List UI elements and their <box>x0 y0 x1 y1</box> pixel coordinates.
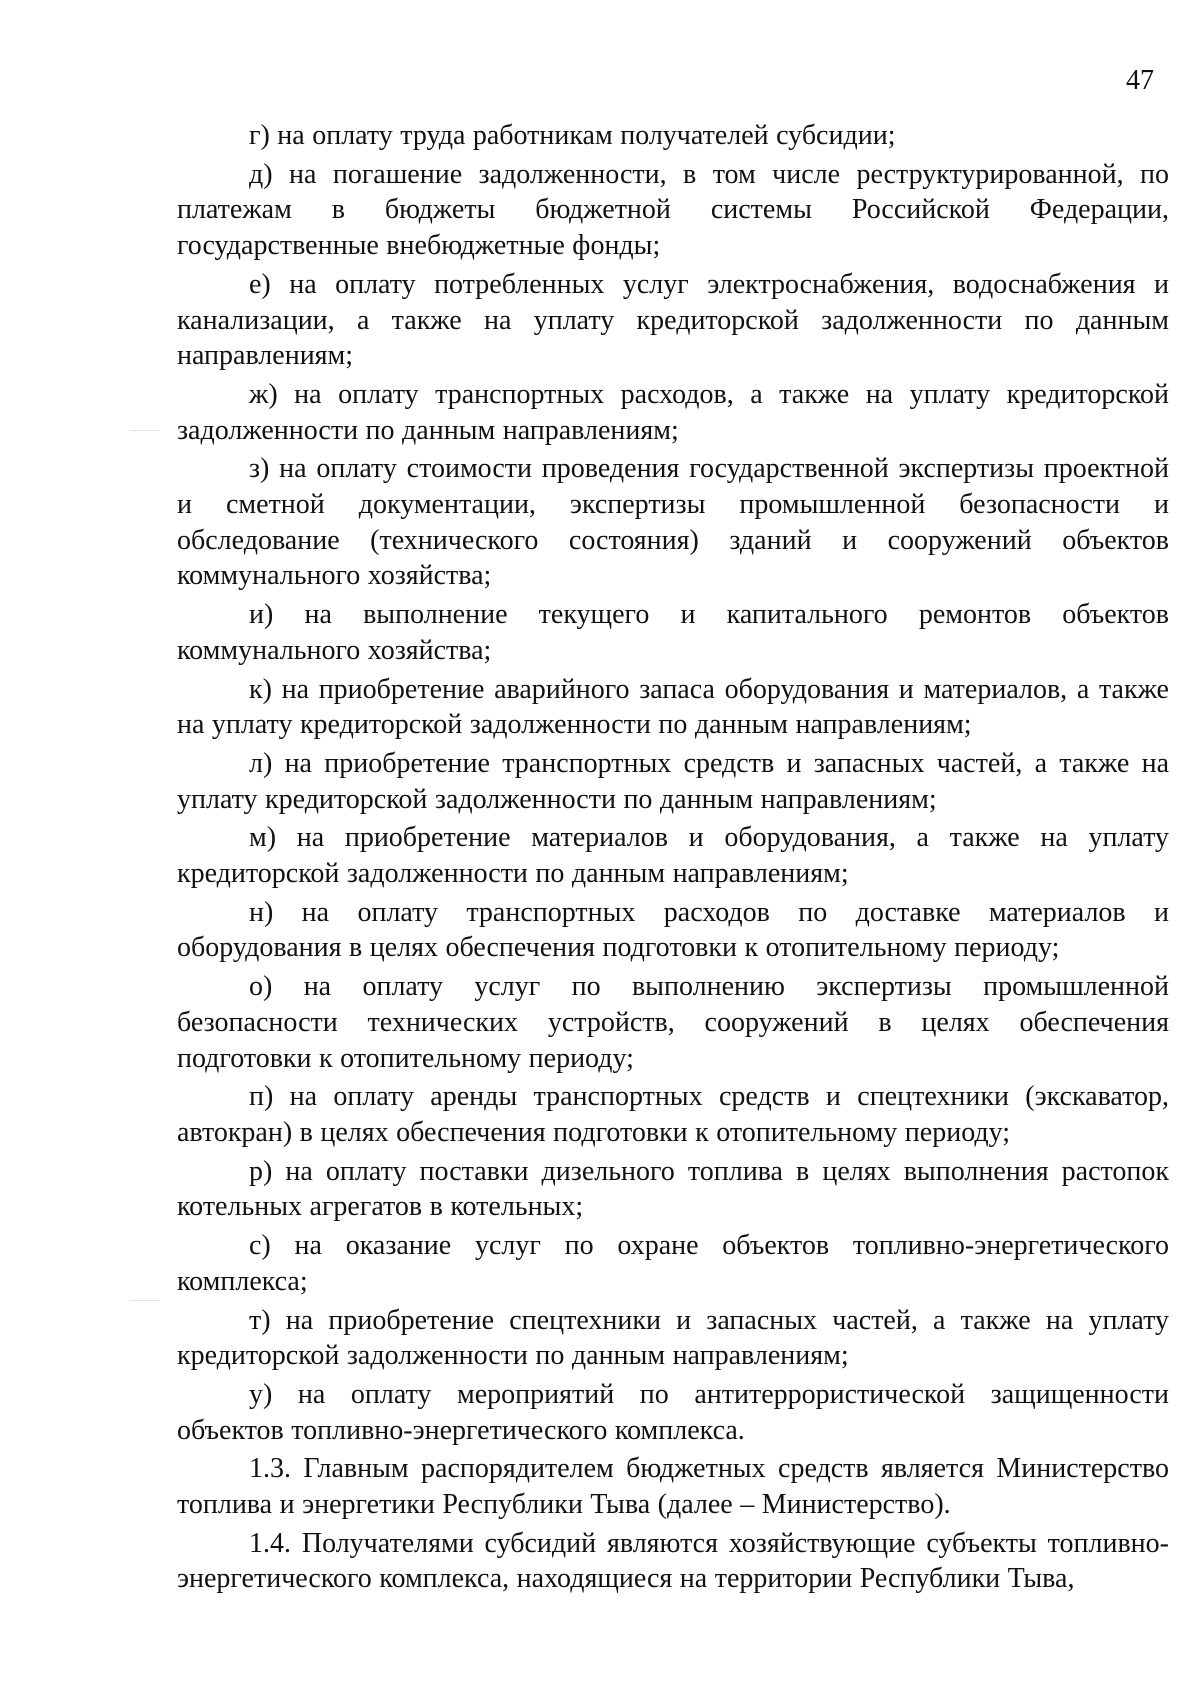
paragraph-1-3: 1.3. Главным распорядителем бюджетных средств является Министерство топлива и энергетики Республики Тыва (далее – Министерство). <box>177 1453 1169 1521</box>
paragraph-u: у) на оплату мероприятий по антитеррористической защищенности объектов топливно-энергетического комплекса. <box>177 1378 1169 1446</box>
paragraph-n: н) на оплату транспортных расходов по доставке материалов и оборудования в целях обеспечения подготовки к отопительному периоду; <box>177 896 1169 964</box>
paragraph-z: з) на оплату стоимости проведения государственной экспертизы проектной и сметной документации, экспертизы промышленной безопасности и обследование (технического состояния) зданий и сооружений объектов коммунального хозяйства; <box>177 453 1169 592</box>
paragraph-1-4: 1.4. Получателями субсидий являются хозяйствующие субъекты топливно-энергетического комплекса, находящиеся на территории Республики Тыва, <box>177 1527 1169 1595</box>
paragraph-r: р) на оплату поставки дизельного топлива в целях выполнения растопок котельных агрегатов в котельных; <box>177 1155 1169 1223</box>
paragraph-g: г) на оплату труда работникам получателей субсидии; <box>249 120 896 151</box>
paragraph-l: л) на приобретение транспортных средств и запасных частей, а также на уплату кредиторской задолженности по данным направлениям; <box>177 747 1169 815</box>
paragraph-o: о) на оплату услуг по выполнению экспертизы промышленной безопасности технических устройств, сооружений в целях обеспечения подготовки к отопительному периоду; <box>177 971 1169 1074</box>
scan-mark <box>130 430 160 431</box>
paragraph-s: с) на оказание услуг по охране объектов топливно-энергетического комплекса; <box>177 1230 1169 1297</box>
paragraph-zh: ж) на оплату транспортных расходов, а также на уплату кредиторской задолженности по данным направлениям; <box>177 378 1169 446</box>
paragraph-d: д) на погашение задолженности, в том числе реструктурированной, по платежам в бюджеты бюджетной системы Российской Федерации, государственные внебюджетные фонды; <box>177 158 1169 262</box>
paragraph-p: п) на оплату аренды транспортных средств и спецтехники (экскаватор, автокран) в целях обеспечения подготовки к отопительному периоду; <box>177 1081 1169 1148</box>
document-body <box>177 118 1169 1597</box>
paragraph-e: е) на оплату потребленных услуг электроснабжения, водоснабжения и канализации, а также на уплату кредиторской задолженности по данным направлениям; <box>177 268 1169 372</box>
paragraph-t: т) на приобретение спецтехники и запасных частей, а также на уплату кредиторской задолженности по данным направлениям; <box>177 1304 1169 1372</box>
scan-mark <box>130 1300 160 1301</box>
paragraph-m: м) на приобретение материалов и оборудования, а также на уплату кредиторской задолженности по данным направлениям; <box>177 822 1169 890</box>
page-number: 47 <box>1126 65 1154 96</box>
paragraph-k: к) на приобретение аварийного запаса оборудования и материалов, а также на уплату кредиторской задолженности по данным направлениям; <box>177 673 1169 741</box>
paragraph-i: и) на выполнение текущего и капитального ремонтов объектов коммунального хозяйства; <box>177 599 1169 666</box>
